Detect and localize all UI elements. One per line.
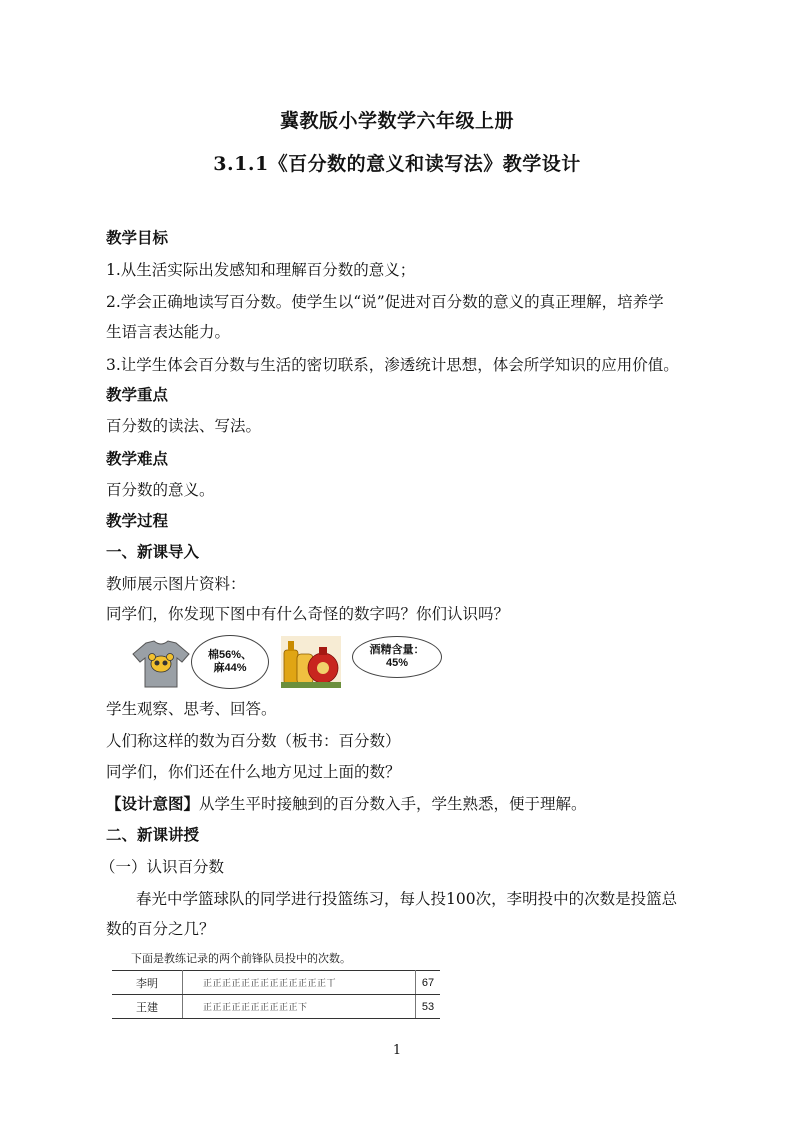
section-heading-goals: 教学目标 <box>106 228 169 247</box>
tshirt-icon <box>132 640 190 688</box>
part-heading-intro: 一、新课导入 <box>106 542 200 561</box>
design-intent-text: 从学生平时接触到的百分数入手，学生熟悉，便于理解。 <box>199 795 587 813</box>
difficulty-text: 百分数的意义。 <box>106 481 215 499</box>
problem-line2: 数的百分之几？ <box>106 920 215 938</box>
shot-record-table <box>112 970 440 1019</box>
paragraph-students-observe: 学生观察、思考、回答。 <box>106 700 277 718</box>
part-heading-teaching: 二、新课讲授 <box>106 825 200 844</box>
goal-2-line2: 生语言表达能力。 <box>106 323 231 341</box>
shot-count: 67 <box>416 971 441 995</box>
cloud-fabric-line1: 棉56%、 <box>207 649 253 661</box>
paragraph-question: 同学们，你发现下图中有什么奇怪的数字吗？你们认识吗？ <box>106 605 510 623</box>
tally-marks: 正正正正正正正正正正正正正丅 <box>183 971 416 995</box>
section-heading-process: 教学过程 <box>106 511 169 530</box>
cloud-alcohol-line1: 酒精含量： <box>369 644 425 656</box>
document-title: 冀教版小学数学六年级上册 <box>279 110 514 132</box>
problem-line1: 春光中学篮球队的同学进行投篮练习，每人投100次，李明投中的次数是投篮总 <box>136 890 678 908</box>
player-name: 李明 <box>112 971 183 995</box>
goal-1: 1.从生活实际出发感知和理解百分数的意义； <box>106 261 416 279</box>
paragraph-where-seen: 同学们，你们还在什么地方见过上面的数？ <box>106 763 401 781</box>
page-number: 1 <box>392 1043 402 1058</box>
table-caption: 下面是教练记录的两个前锋队员投中的次数。 <box>131 952 351 965</box>
cloud-callout-fabric <box>191 635 269 689</box>
table-row <box>112 995 440 1019</box>
section-heading-difficulty: 教学难点 <box>106 449 169 468</box>
cloud-fabric-line2: 麻44% <box>213 662 247 674</box>
paragraph-teacher-shows: 教师展示图片资料： <box>106 575 246 593</box>
goal-3: 3.让学生体会百分数与生活的密切联系，渗透统计思想，体会所学知识的应用价值。 <box>106 356 679 374</box>
section-heading-key: 教学重点 <box>106 385 169 404</box>
key-text: 百分数的读法、写法。 <box>106 417 262 435</box>
player-name: 王建 <box>112 995 183 1019</box>
goal-2-line1: 2.学会正确地读写百分数。使学生以“说”促进对百分数的意义的真正理解，培养学 <box>106 293 664 311</box>
tally-marks: 正正正正正正正正正正下 <box>183 995 416 1019</box>
shot-count: 53 <box>416 995 441 1019</box>
cloud-callout-alcohol <box>352 636 442 678</box>
paragraph-board-note: 人们称这样的数为百分数（板书：百分数） <box>106 732 401 750</box>
document-subtitle: 3.1.1《百分数的意义和读写法》教学设计 <box>213 153 581 175</box>
design-intent-label: 【设计意图】 <box>106 794 200 813</box>
subheading-recognize: （一）认识百分数 <box>100 858 225 876</box>
design-intent <box>106 794 587 814</box>
cloud-alcohol-line2: 45% <box>385 657 409 669</box>
liquor-bottles-icon <box>281 636 341 688</box>
table-row <box>112 971 440 995</box>
